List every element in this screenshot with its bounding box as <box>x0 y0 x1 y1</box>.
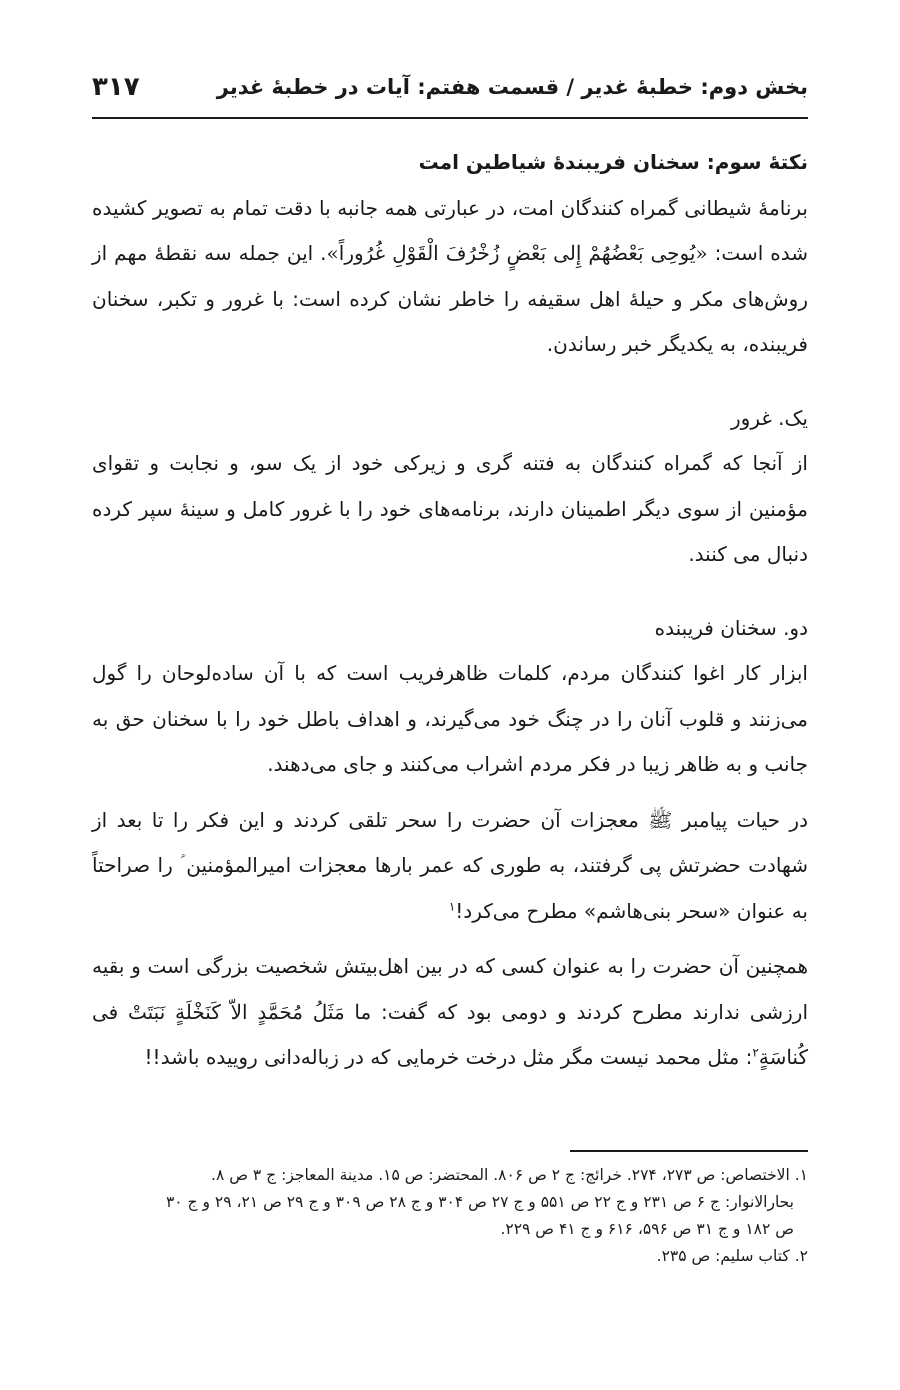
footnote-ref-2[interactable]: ۲ <box>752 1045 759 1060</box>
intro-paragraph <box>92 186 808 368</box>
subheading-pride: یک. غرور <box>731 405 808 430</box>
running-head: بخش دوم: خطبهٔ غدیر / قسمت هفتم: آیات در خطبهٔ غدیر <box>216 75 808 99</box>
palm-text-b: : مثل محمد نیست مگر مثل درخت خرمایی که در زباله‌دانی روییده باشد!! <box>144 1045 753 1069</box>
deceptive-words-paragraph: ابزار کار اغوا کنندگان مردم، کلمات ظاهرفریب است که با آن ساده‌لوحان را گول می‌زنند و قلوب آنان را در چنگ خود می‌گیرند، و اهداف باطل خود را با سخنان حق به جانب و به ظاهر زیبا در فکر مردم اشراب می‌کنند و جای می‌دهند. <box>92 661 808 776</box>
subheading-deceptive-words: دو. سخنان فریبنده <box>654 615 808 640</box>
footnote-1-line-3: ص ۱۸۲ و ج ۳۱ ص ۵۹۶، ۶۱۶ و ج ۴۱ ص ۲۲۹. <box>500 1220 794 1238</box>
pride-paragraph: از آنجا که گمراه کنندگان به فتنه گری و زیرکی خود از یک سو، و نجابت و تقوای مؤمنین از سوی دیگر اطمینان دارند، برنامه‌های خود را با غرور کامل و سینهٔ سپر کرده دنبال می کنند. <box>92 451 808 566</box>
palm-text-a: همچنین آن حضرت را به عنوان کسی که در بین اهل‌بیتش شخصیت بزرگی است و بقیه ارزشی ندارند مطرح کردند و دومی بود که گفت: <box>92 954 808 1024</box>
footnote-ref-1[interactable]: ۱ <box>448 898 456 913</box>
footnotes <box>92 1162 808 1270</box>
arabic-quote: ما مَثَلُ مُحَمَّدٍ الاّ کَنَخْلَةٍ نَبَتَتْ فی کُناسَةٍ <box>92 999 808 1069</box>
footnote-rule <box>570 1150 808 1152</box>
page-number: ۳۱۷ <box>92 72 140 102</box>
header-rule <box>92 117 808 119</box>
section-title: نکتهٔ سوم: سخنان فریبندهٔ شیاطین امت <box>418 150 808 174</box>
footnote-2: ۲. کتاب سلیم: ص ۲۳۵. <box>656 1247 808 1265</box>
intro-text-a: برنامهٔ شیطانی گمراه کنندگان امت، در عبارتی همه جانبه با دقت تمام به تصویر کشیده شده است: <box>92 195 809 265</box>
quran-quote: «یُوحِی بَعْضُهُمْ إِلی بَعْضٍ زُخْرُفَ الْقَوْلِ غُرُوراً» <box>326 241 708 265</box>
prophet-era-text: در حیات پیامبر ﷺ معجزات آن حضرت را سحر تلقی کردند و این فکر را تا بعد از شهادت حضرتش پی گرفتند، به طوری که عمر بارها معجزات امیرالمؤمنین ؑ را صراحتاً به عنوان «سحر بنی‌هاشم» مطرح می‌کرد! <box>92 807 808 923</box>
palm-tree-paragraph <box>92 944 808 1081</box>
footnote-1-line-1: ۱. الاختصاص: ص ۲۷۳، ۲۷۴. خرائج: ج ۲ ص ۸۰۶. المحتضر: ص ۱۵. مدینة المعاجز: ج ۳ ص ۸. <box>211 1166 808 1184</box>
prophet-era-paragraph <box>92 798 808 935</box>
intro-text-b: . این جمله سه نقطهٔ مهم از روش‌های مکر و حیلهٔ اهل سقیفه را خاطر نشان کرده است: با غرور و تکبر، سخنان فریبنده، به یکدیگر خبر رساندن. <box>92 241 808 356</box>
page-body <box>92 140 808 1081</box>
footnote-1-line-2: بحارالانوار: ج ۶ ص ۲۳۱ و ج ۲۲ ص ۵۵۱ و ج ۲۷ ص ۳۰۴ و ج ۲۸ ص ۳۰۹ و ج ۲۹ ص ۲۱، ۲۹ و ج ۳۰ <box>165 1193 794 1211</box>
page-header <box>92 62 808 112</box>
